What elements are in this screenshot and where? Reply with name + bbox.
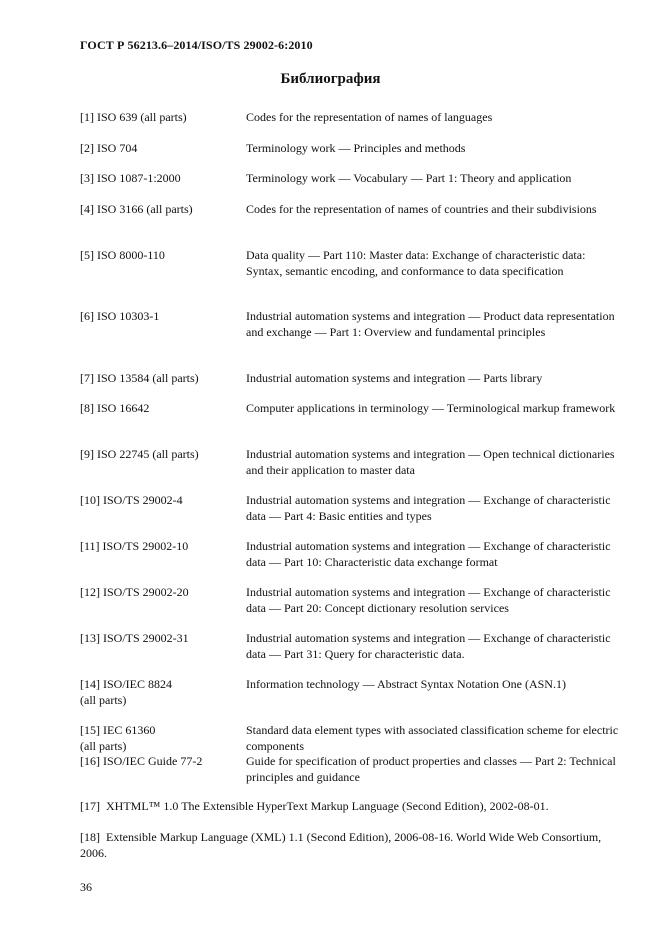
reference-id: [11] ISO/TS 29002-10 bbox=[80, 539, 189, 553]
reference-id: [2] ISO 704 bbox=[80, 141, 138, 155]
reference-text: Codes for the representation of names of languages bbox=[246, 110, 493, 124]
reference-id: [8] ISO 16642 bbox=[80, 401, 150, 415]
bibliography-title: Библиография bbox=[280, 71, 381, 87]
reference-text: Extensible Markup Language (XML) 1.1 (Second Edition), 2006-08-16. World Wide Web Consortium, 2006. bbox=[80, 830, 602, 860]
reference-id: [16] ISO/IEC Guide 77-2 bbox=[80, 754, 203, 768]
reference-text: Industrial automation systems and integration — Exchange of characteristic data — Part 4: Basic entities and types bbox=[246, 493, 611, 523]
reference-text: Guide for specification of product properties and classes — Part 2: Technical principles and guidance bbox=[246, 754, 616, 784]
reference-text: XHTML™ 1.0 The Extensible HyperText Markup Language (Second Edition), 2002-08-01. bbox=[106, 799, 549, 813]
reference-item bbox=[80, 798, 620, 814]
reference-text: Industrial automation systems and integration — Exchange of characteristic data — Part 20: Concept dictionary resolution services bbox=[246, 585, 611, 615]
reference-id: [3] ISO 1087-1:2000 bbox=[80, 171, 181, 185]
reference-text: Standard data element types with associated classification scheme for electric components bbox=[246, 723, 619, 753]
reference-id: [9] ISO 22745 (all parts) bbox=[80, 447, 199, 461]
document-header: ГОСТ Р 56213.6–2014/ISO/TS 29002-6:2010 bbox=[80, 38, 313, 52]
reference-id: [1] ISO 639 (all parts) bbox=[80, 110, 187, 124]
reference-id: [7] ISO 13584 (all parts) bbox=[80, 371, 199, 385]
reference-text: Industrial automation systems and integration — Exchange of characteristic data — Part 31: Query for characteristic data. bbox=[246, 631, 611, 661]
reference-number: [18] bbox=[80, 830, 100, 844]
reference-text: Industrial automation systems and integration — Parts library bbox=[246, 371, 543, 385]
reference-id: [15] IEC 61360 (all parts) bbox=[80, 723, 156, 753]
reference-text: Industrial automation systems and integration — Open technical dictionaries and their application to master data bbox=[246, 447, 615, 477]
page-number: 36 bbox=[80, 880, 92, 894]
reference-number: [17] bbox=[80, 799, 100, 813]
reference-text: Information technology — Abstract Syntax Notation One (ASN.1) bbox=[246, 677, 566, 691]
reference-text: Computer applications in terminology — Terminological markup framework bbox=[246, 401, 616, 415]
reference-text: Codes for the representation of names of countries and their subdivisions bbox=[246, 202, 597, 216]
reference-item bbox=[80, 829, 620, 861]
reference-id: [6] ISO 10303-1 bbox=[80, 309, 160, 323]
reference-id: [10] ISO/TS 29002-4 bbox=[80, 493, 183, 507]
reference-id: [4] ISO 3166 (all parts) bbox=[80, 202, 193, 216]
reference-id: [13] ISO/TS 29002-31 bbox=[80, 631, 189, 645]
reference-text: Terminology work — Principles and methods bbox=[246, 141, 466, 155]
reference-text: Industrial automation systems and integration — Product data representation and exchange — Part 1: Overview and fundamental principles bbox=[246, 309, 615, 339]
reference-id: [5] ISO 8000-110 bbox=[80, 248, 165, 262]
reference-id: [12] ISO/TS 29002-20 bbox=[80, 585, 189, 599]
reference-text: Data quality — Part 110: Master data: Exchange of characteristic data: Syntax, semantic encoding, and conformance to data specification bbox=[246, 248, 586, 278]
reference-text: Terminology work — Vocabulary — Part 1: Theory and application bbox=[246, 171, 572, 185]
reference-text: Industrial automation systems and integration — Exchange of characteristic data — Part 10: Characteristic data exchange format bbox=[246, 539, 611, 569]
reference-id: [14] ISO/IEC 8824 (all parts) bbox=[80, 677, 172, 707]
